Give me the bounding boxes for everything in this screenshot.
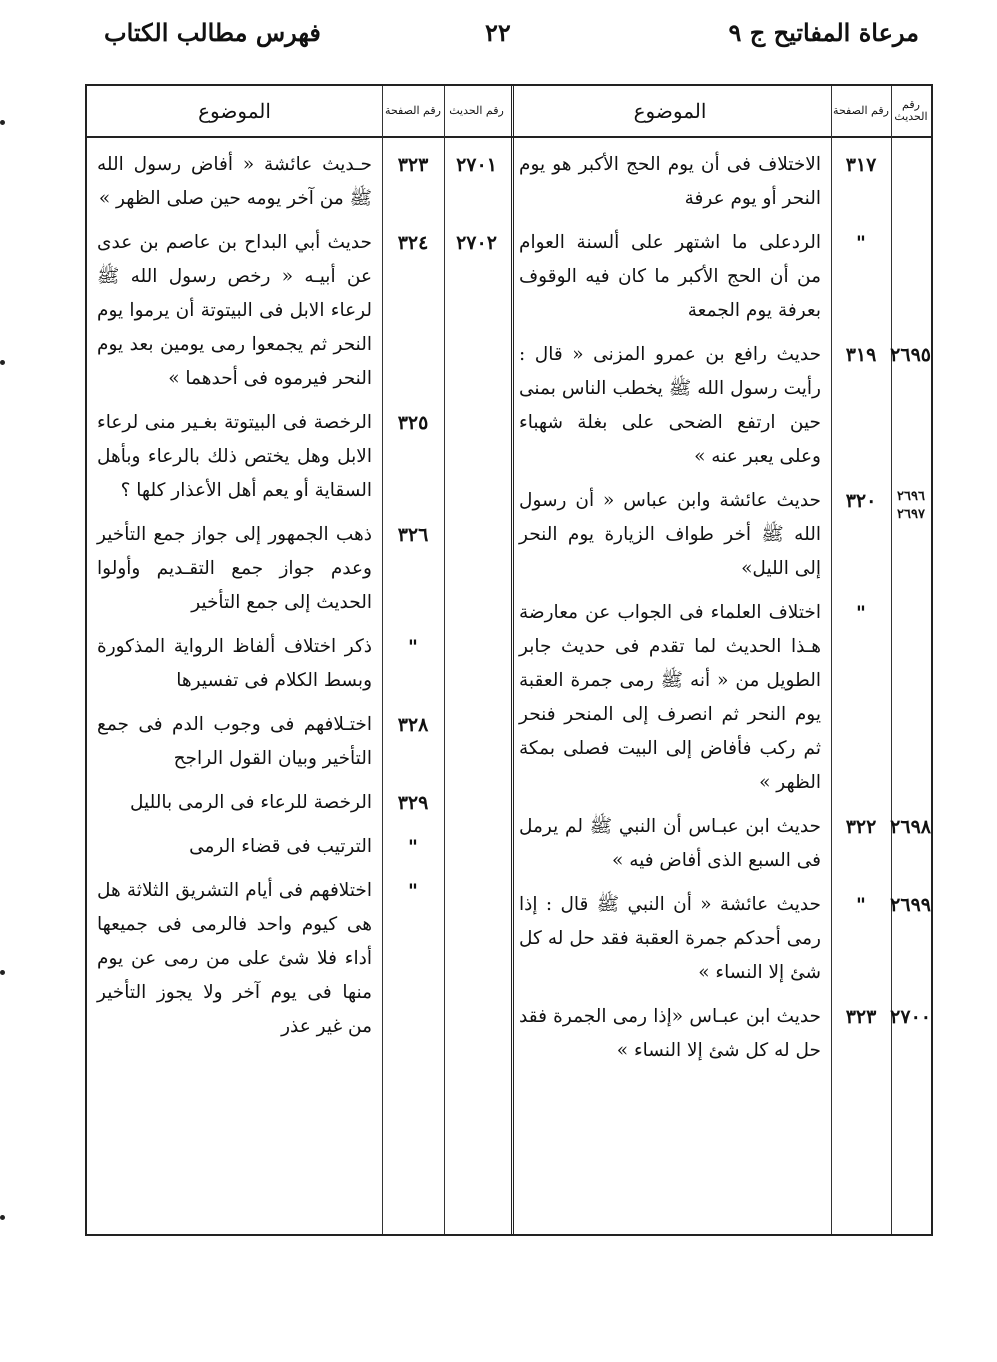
page-number-header: رقم الصفحة bbox=[833, 103, 889, 117]
page-ref: ٣٢٩ bbox=[397, 792, 429, 814]
subject-text: ذهب الجمهور إلى جواز جمع التأخير وعدم جواز جمع التقـديم وأولوا الحديث إلى جمع التأخير bbox=[97, 524, 372, 613]
index-title: فهرس مطالب الكتاب bbox=[104, 18, 321, 47]
book-title: مرعاة المفاتيح ج ٩ bbox=[728, 18, 919, 47]
index-row bbox=[87, 630, 509, 708]
hadith-number: ٢٧٠٠ bbox=[890, 1006, 931, 1028]
index-row bbox=[87, 786, 509, 830]
subject-text: الاختلاف فى أن يوم الحج الأكبر هو يوم النحر أو يوم عرفة bbox=[519, 154, 821, 209]
page-number: ٢٢ bbox=[485, 18, 511, 47]
scan-mark bbox=[0, 970, 5, 975]
subject-text: حديث أبي البداح بن عاصم بن عدى عن أبيـه « رخص رسول الله ﷺ لرعاء الابل فى البيتوتة أن يرموا يوم النحر ثم يجمعوا رمى يومين بعد يوم النحر فيرموه فى أحدهما » bbox=[97, 232, 372, 389]
subject-text: حديث عائشة « أن النبي ﷺ قال : إذا رمى أحدكم جمرة العقبة فقد حل له كل شئ إلا النساء » bbox=[519, 894, 821, 983]
index-row bbox=[87, 708, 509, 786]
index-table bbox=[85, 84, 933, 1236]
hadith-number: ٢٦٩٩ bbox=[890, 894, 931, 916]
subject-text: الرخصة للرعاء فى الرمى بالليل bbox=[130, 792, 372, 813]
index-row bbox=[87, 226, 509, 406]
index-row bbox=[509, 148, 931, 226]
hadith-number-header: رقم الحديث bbox=[894, 97, 928, 123]
subject-text: حديث رافع بن عمرو المزنى « قال : رأيت رسول الله ﷺ يخطب الناس بمنى حين ارتفع الضحى على بغلة شهباء وعلى يعبر عنه » bbox=[519, 344, 821, 467]
scan-mark bbox=[0, 120, 5, 125]
index-row bbox=[87, 518, 509, 630]
page-header bbox=[0, 18, 997, 58]
left-rows bbox=[87, 148, 509, 1054]
subject-text: الرخصة فى البيتوتة بغـير منى لرعاء الابل وهل يختص ذلك بالرعاء وبأهل السقاية أو يعم أهل الأعذار كلها ؟ bbox=[97, 412, 372, 501]
left-panel bbox=[87, 86, 509, 1234]
page-ref: ٣٢٨ bbox=[397, 714, 429, 736]
index-row bbox=[87, 874, 509, 1054]
index-row bbox=[509, 596, 931, 810]
page-ref: ٣١٧ bbox=[845, 154, 877, 176]
page-ref: ٣٢٥ bbox=[397, 412, 429, 434]
subject-text: حديث ابن عبـاس أن النبي ﷺ لم يرمل فى السبع الذى أفاض فيه » bbox=[519, 816, 821, 871]
index-row bbox=[509, 888, 931, 1000]
subject-text: حـديث عائشة « أفاض رسول الله ﷺ من آخر يومه حين صلى الظهر » bbox=[97, 154, 372, 209]
page-ref: ٣٢٣ bbox=[845, 1006, 877, 1028]
hadith-number: ٢٦٩٨ bbox=[890, 816, 931, 838]
page-ref: ٣٢٦ bbox=[397, 524, 429, 546]
index-row bbox=[509, 484, 931, 596]
index-row bbox=[87, 830, 509, 874]
page-ref: " bbox=[856, 602, 866, 624]
page-ref: " bbox=[408, 880, 418, 902]
hadith-number: ٢٦٩٥ bbox=[890, 344, 931, 366]
page-ref: ٣٢٤ bbox=[397, 232, 429, 254]
page-ref: " bbox=[856, 894, 866, 916]
subject-header: الموضوع bbox=[198, 99, 271, 123]
subject-text: حديث ابن عبـاس «إذا رمى الجمرة فقد حل له كل شئ إلا النساء » bbox=[519, 1006, 821, 1061]
page-ref: ٣٢٠ bbox=[845, 490, 877, 512]
page-number-header: رقم الصفحة bbox=[385, 103, 441, 117]
right-rows bbox=[509, 148, 931, 1078]
subject-text: اختلافهم فى أيام التشريق الثلاثة هل هى كيوم واحد فالرمى فى جميعها أداء فلا شئ على من رمى عن يوم منها فى يوم آخر ولا يجوز التأخير من غير عذر bbox=[97, 880, 372, 1037]
index-row bbox=[509, 226, 931, 338]
subject-text: الردعلى ما اشتهر على ألسنة العوام من أن الحج الأكبر ما كان فيه الوقوف بعرفة يوم الجمعة bbox=[519, 232, 821, 321]
subject-text: ذكر اختلاف ألفاظ الرواية المذكورة وبسط الكلام فى تفسيرها bbox=[97, 636, 372, 691]
hadith-number: ٢٧٠١ bbox=[456, 154, 497, 176]
scan-mark bbox=[0, 360, 5, 365]
scan-mark bbox=[0, 1215, 5, 1220]
hadith-number: ٢٦٩٦ ٢٦٩٧ bbox=[897, 489, 925, 522]
index-row bbox=[87, 148, 509, 226]
subject-text: اختلاف العلماء فى الجواب عن معارضة هـذا الحديث لما تقدم فى حديث جابر الطويل من « أنه ﷺ رمى جمرة العقبة يوم النحر ثم انصرف إلى المنحر فنحر ثم ركب فأفاض إلى البيت فصلى بمكة الظهر » bbox=[519, 602, 821, 793]
page-ref: ٣٢٢ bbox=[845, 816, 877, 838]
page-ref: ٣١٩ bbox=[845, 344, 877, 366]
subject-text: الترتيب فى قضاء الرمى bbox=[189, 836, 372, 857]
page-ref: ٣٢٣ bbox=[397, 154, 429, 176]
index-row bbox=[509, 338, 931, 484]
hadith-number: ٢٧٠٢ bbox=[456, 232, 497, 254]
subject-header: الموضوع bbox=[633, 99, 707, 123]
index-row bbox=[87, 406, 509, 518]
page-ref: " bbox=[856, 232, 866, 254]
index-row bbox=[509, 1000, 931, 1078]
page-ref: " bbox=[408, 836, 418, 858]
page-ref: " bbox=[408, 636, 418, 658]
hadith-number-header: رقم الحديث bbox=[449, 103, 504, 117]
subject-text: اختـلافهم فى وجوب الدم فى جمع التأخير وبيان القول الراجح bbox=[97, 714, 372, 769]
right-panel bbox=[509, 86, 931, 1234]
index-row bbox=[509, 810, 931, 888]
subject-text: حديث عائشة وابن عباس « أن رسول الله ﷺ أخر طواف الزيارة يوم النحر إلى الليل» bbox=[519, 490, 821, 579]
